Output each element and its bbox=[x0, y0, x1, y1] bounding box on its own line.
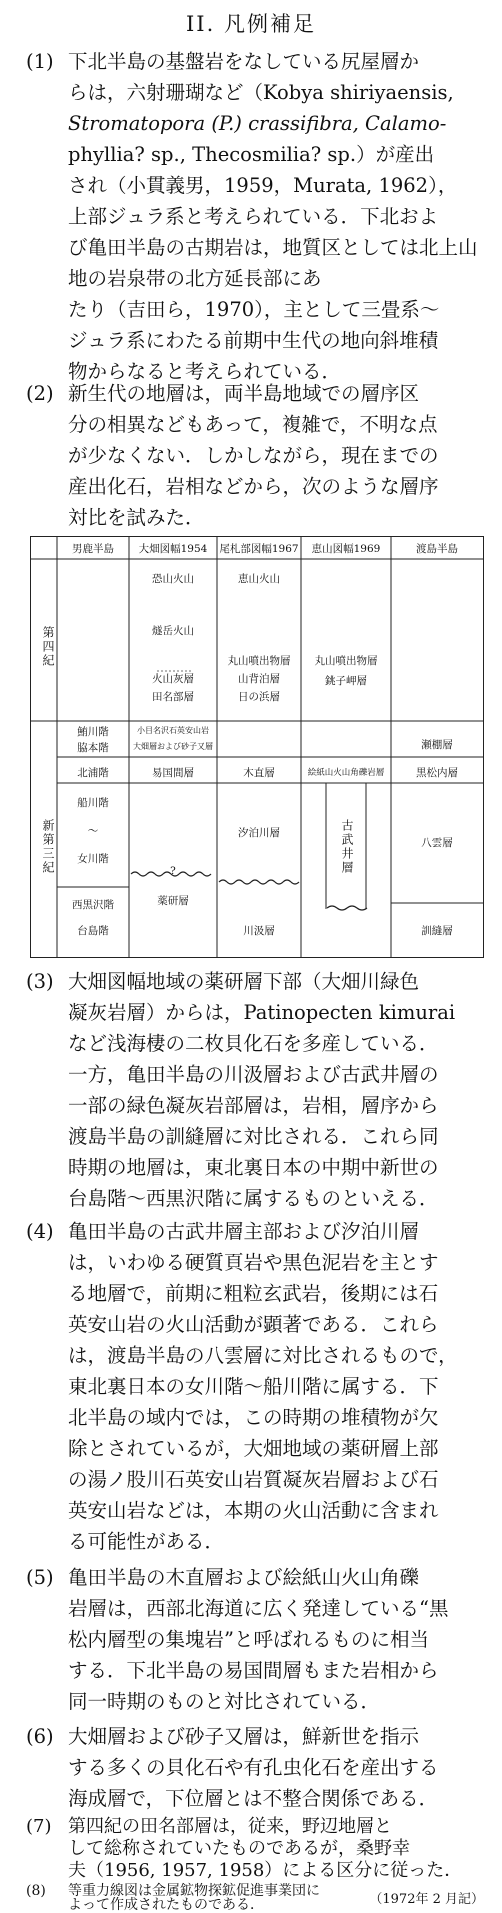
cell: 川汲層 bbox=[243, 925, 275, 937]
text-line: 大畑層および砂子又層は，鮮新世を指示 bbox=[68, 1725, 420, 1748]
text-line: 亀田半島の木直層および絵紙山火山角礫 bbox=[68, 1566, 420, 1589]
cell: 小目名沢石英安山岩 bbox=[137, 726, 209, 735]
cell: 恐山火山 bbox=[152, 573, 194, 585]
section-number: (1) bbox=[26, 50, 54, 73]
text-line: 対比を試みた． bbox=[68, 506, 205, 529]
cell: 船川階 bbox=[77, 797, 109, 809]
text-line: 岩層は，西部北海道に広く発達している“黒 bbox=[68, 1597, 449, 1620]
text-line: たり（吉田ら，1970），主として三畳系〜 bbox=[68, 298, 440, 321]
cell: 山背泊層 bbox=[238, 673, 280, 685]
cell: 燧岳火山 bbox=[152, 625, 194, 637]
cell: 恵山火山 bbox=[238, 573, 280, 585]
text-line: 北半島の域内では，この時期の堆積物が欠 bbox=[68, 1406, 439, 1429]
text-line: する多くの貝化石や有孔虫化石を産出する bbox=[68, 1756, 439, 1779]
section-number: (4) bbox=[26, 1220, 54, 1243]
section-7 bbox=[26, 1816, 492, 1882]
text-line: して総称されていたものであるが，桑野幸 bbox=[68, 1838, 410, 1859]
cell: 木直層 bbox=[243, 767, 275, 779]
cell: 古武井層 bbox=[340, 819, 354, 875]
text-line: 上部ジュラ系と考えられている．下北およ bbox=[68, 205, 439, 228]
cell: 鮪川階 bbox=[77, 726, 109, 738]
header-esan: 恵山図幅1969 bbox=[311, 543, 381, 555]
text-line: Stromatopora (P.) crassifibra, Calamo- bbox=[68, 112, 447, 135]
text-line: 新生代の地層は，両半島地域での層序区 bbox=[68, 382, 420, 405]
text-line: 海成層で，下位層とは不整合関係である． bbox=[68, 1787, 439, 1810]
cell: 黒松内層 bbox=[416, 767, 458, 779]
text-line: は，いわゆる硬質頁岩や黒色泥岩を主とす bbox=[68, 1251, 439, 1274]
header-ohata: 大畑図幅1954 bbox=[138, 543, 208, 555]
cell: 火山灰層 bbox=[152, 673, 194, 685]
text-line: 一方，亀田半島の川汲層および古武井層の bbox=[68, 1063, 439, 1086]
section-number: (6) bbox=[26, 1725, 54, 1748]
text-line: 物からなると考えられている． bbox=[68, 360, 342, 383]
section-3 bbox=[26, 966, 492, 1214]
section-number: (5) bbox=[26, 1566, 54, 1589]
cell: 八雲層 bbox=[421, 837, 453, 849]
text-line: 第四紀の田名部層は，従来，野辺地層と bbox=[68, 1816, 392, 1837]
cell: 日の浜層 bbox=[238, 691, 280, 703]
text-line: され（小貫義男，1959，Murata, 1962）， bbox=[68, 174, 458, 197]
text-line: る地層で，前期に粗粒玄武岩，後期には石 bbox=[68, 1282, 439, 1305]
text-line: 夫（1956, 1957, 1958）による区分に従った． bbox=[68, 1860, 463, 1881]
cell: 女川階 bbox=[77, 853, 109, 865]
cell: ? bbox=[170, 865, 176, 877]
text-line: よって作成されたものである． bbox=[68, 1897, 264, 1913]
section-number: (3) bbox=[26, 970, 54, 993]
cell: 脇本階 bbox=[77, 742, 109, 754]
cell: 丸山噴出物層 bbox=[314, 655, 378, 667]
text-line: は，渡島半島の八雲層に対比されるもので， bbox=[68, 1344, 458, 1367]
header-oga: 男鹿半島 bbox=[72, 543, 114, 555]
text-line: 一部の緑色凝灰岩部層は，岩相，層序から bbox=[68, 1094, 439, 1117]
text-line: 松内層型の集塊岩”と呼ばれるものに相当 bbox=[68, 1628, 429, 1651]
text-line: 等重力線図は金属鉱物探鉱促進事業団に bbox=[68, 1883, 320, 1899]
section-number: (7) bbox=[26, 1816, 52, 1837]
header-osatsube: 尾札部図幅1967 bbox=[219, 543, 299, 555]
text-line: 時期の地層は，東北裏日本の中期中新世の bbox=[68, 1156, 439, 1179]
section-5 bbox=[26, 1562, 492, 1717]
text-line: らは，六射珊瑚など（Kobya shiriyaensis, bbox=[68, 81, 454, 104]
text-line: 東北裏日本の女川階〜船川階に属する．下 bbox=[68, 1375, 439, 1398]
text-line: 下北半島の基盤岩をなしている尻屋層か bbox=[68, 50, 420, 73]
era-neogene: 新第三紀 bbox=[41, 819, 55, 875]
cell: 汐泊川層 bbox=[238, 827, 280, 839]
cell: 薬研層 bbox=[157, 895, 189, 907]
cell: 銚子岬層 bbox=[325, 675, 367, 687]
text-line: など浅海棲の二枚貝化石を多産している． bbox=[68, 1032, 439, 1055]
section-2 bbox=[26, 378, 492, 533]
text-line: phyllia? sp., Thecosmilia? sp.）が産出 bbox=[68, 143, 435, 166]
text-line: ジュラ系にわたる前期中生代の地向斜堆積 bbox=[68, 329, 439, 352]
page-title: II. 凡例補足 bbox=[186, 12, 316, 36]
cell: 訓縫層 bbox=[421, 925, 453, 937]
cell: 田名部層 bbox=[152, 691, 194, 703]
date-signature: （1972年 2 月記） bbox=[369, 1892, 484, 1907]
cell: 瀬棚層 bbox=[421, 739, 453, 751]
text-line: 同一時期のものと対比されている． bbox=[68, 1690, 381, 1713]
text-line: が少なくない．しかしながら，現在までの bbox=[68, 444, 439, 467]
section-1 bbox=[26, 46, 492, 387]
text-line: 台島階〜西黒沢階に属するものといえる． bbox=[68, 1187, 439, 1210]
era-quaternary: 第四紀 bbox=[41, 626, 55, 668]
text-line: 除とされているが，大畑地域の薬研層上部 bbox=[68, 1437, 439, 1460]
cell: 絵紙山火山角礫岩層 bbox=[307, 768, 385, 778]
text-line: 凝灰岩層）からは，Patinopecten kimurai bbox=[68, 1001, 456, 1024]
text-line: する．下北半島の易国間層もまた岩相から bbox=[68, 1659, 439, 1682]
cell: 易国間層 bbox=[152, 767, 194, 779]
section-6 bbox=[26, 1721, 492, 1814]
text-line: 英安山岩などは，本期の火山活動に含まれ bbox=[68, 1499, 439, 1522]
text-line: び亀田半島の古期岩は，地質区としては北上山地の岩泉帯の北方延長部にあ bbox=[68, 236, 478, 290]
text-line: 分の相異などもあって，複雑で，不明な点 bbox=[68, 413, 438, 436]
stratigraphy-table bbox=[30, 536, 484, 958]
section-number: (8) bbox=[26, 1883, 46, 1899]
text-line: 英安山岩の火山活動が顕著である．これら bbox=[68, 1313, 439, 1336]
text-line: 産出化石，岩相などから，次のような層序 bbox=[68, 475, 439, 498]
section-number: (2) bbox=[26, 382, 54, 405]
text-line: る可能性がある． bbox=[68, 1530, 225, 1553]
text-line: 亀田半島の古武井層主部および汐泊川層 bbox=[68, 1220, 420, 1243]
cell: 北浦階 bbox=[77, 767, 109, 779]
cell: 丸山噴出物層 bbox=[227, 655, 291, 667]
header-oshima: 渡島半島 bbox=[416, 543, 458, 555]
cell: 西黒沢階 bbox=[72, 899, 114, 911]
text-line: の湯ノ股川石英安山岩質凝灰岩層および石 bbox=[68, 1468, 439, 1491]
cell: 台島階 bbox=[77, 925, 109, 937]
text-line: 大畑図幅地域の薬研層下部（大畑川緑色 bbox=[68, 970, 420, 993]
cell: 大畑層および砂子又層 bbox=[133, 742, 213, 751]
section-4 bbox=[26, 1216, 492, 1557]
cell: 〜 bbox=[87, 825, 99, 837]
text-line: 渡島半島の訓縫層に対比される．これら同 bbox=[68, 1125, 439, 1148]
